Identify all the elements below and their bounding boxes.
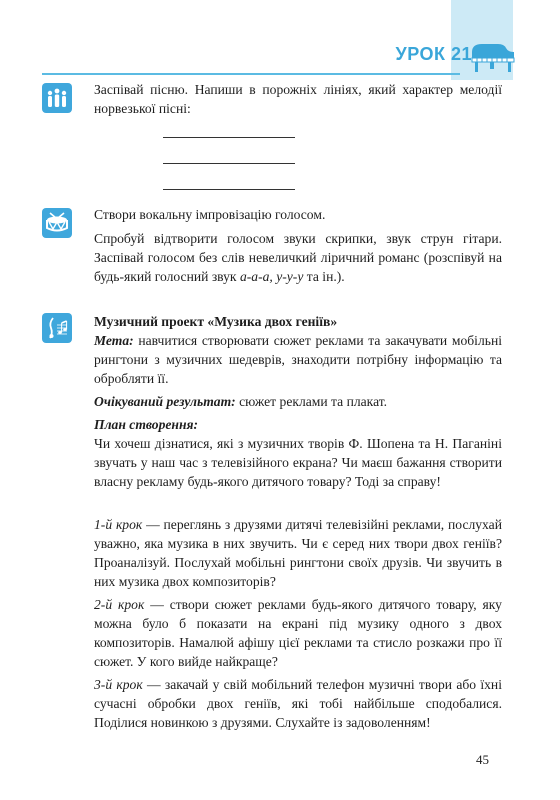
step-2-label: 2-й крок <box>94 597 145 612</box>
answer-line-2[interactable] <box>163 163 295 164</box>
step-3-label: 3-й крок <box>94 677 143 692</box>
choir-icon-box <box>42 83 72 113</box>
music-notes-icon <box>44 315 70 341</box>
grand-piano-icon <box>468 40 516 74</box>
step-1-text: — переглянь з друзями дитячі телевізійні реклами, послухай уважно, яка музика в них звучить. Чи є серед них твори двох геніїв? Проаналізуй. Послухай мобільні рингтони своїх друзів. Чи звучить в них музика двох композиторів? <box>94 517 502 589</box>
step-1 <box>94 515 502 591</box>
header-divider <box>42 73 460 75</box>
answer-line-3[interactable] <box>163 189 295 190</box>
project-goal <box>94 331 502 388</box>
project-intro: Чи хочеш дізнатися, які з музичних творів Ф. Шопена та Н. Паганіні звучать у наш час з телевізійного екрана? Чи маєш бажання створити власну рекламу будь-якого дитячого товару? Тоді за справу! <box>94 436 502 489</box>
improv-body <box>94 229 502 286</box>
sing-task <box>94 80 502 118</box>
step-1-label: 1-й крок <box>94 517 143 532</box>
step-2 <box>94 595 502 671</box>
plan-label: План створення: <box>94 417 199 432</box>
project-result <box>94 392 502 411</box>
choir-icon <box>45 86 69 110</box>
improv-body-suffix: та ін.). <box>303 269 345 284</box>
music-notes-icon-box <box>42 313 72 343</box>
drum-icon <box>44 211 70 235</box>
result-text: сюжет реклами та плакат. <box>235 394 388 409</box>
improv-task <box>94 205 502 286</box>
goal-text: навчитися створювати сюжет реклами та закачувати мобільні рингтони з музичних шедеврів, знаходити потрібну інформацію та обробляти її. <box>94 333 502 386</box>
lesson-title: УРОК 21 <box>395 44 472 64</box>
improv-vowels: а-а-а, у-у-у <box>239 269 304 284</box>
sing-task-text: Заспівай пісню. Напиши в порожніх лініях, який характер мелодії норвезької пісні: <box>94 82 502 116</box>
drum-icon-box <box>42 208 72 238</box>
result-label: Очікуваний результат: <box>94 394 236 409</box>
step-2-text: — створи сюжет реклами будь-якого дитячого товару, яку можна було б показати на екрані під музику одного з двох композиторів. Намалюй афішу цієї реклами та стисло розкажи про її сюжет. У кого вийде найкраще? <box>94 597 502 669</box>
step-3-text: — закачай у свій мобільний телефон музичні твори або їхні сучасні обробки двох геніїв, які тобі найбільше сподобалися. Поділися новинкою з друзями. Слухайте із задоволенням! <box>94 677 502 730</box>
answer-line-1[interactable] <box>163 137 295 138</box>
goal-label: Мета: <box>94 333 134 348</box>
step-3 <box>94 675 502 732</box>
project-title: Музичний проект «Музика двох геніїв» <box>94 314 338 329</box>
project-section <box>94 312 502 732</box>
page-header <box>0 0 560 80</box>
improv-instruction: Створи вокальну імпровізацію голосом. <box>94 207 326 222</box>
page-number: 45 <box>476 752 489 767</box>
improv-body-prefix: Спробуй відтворити голосом звуки скрипки, звук струн гітари. Заспівай голосом без слів невеличкий ліричний романс (розспівуй на будь-який голосний звук <box>94 231 502 284</box>
